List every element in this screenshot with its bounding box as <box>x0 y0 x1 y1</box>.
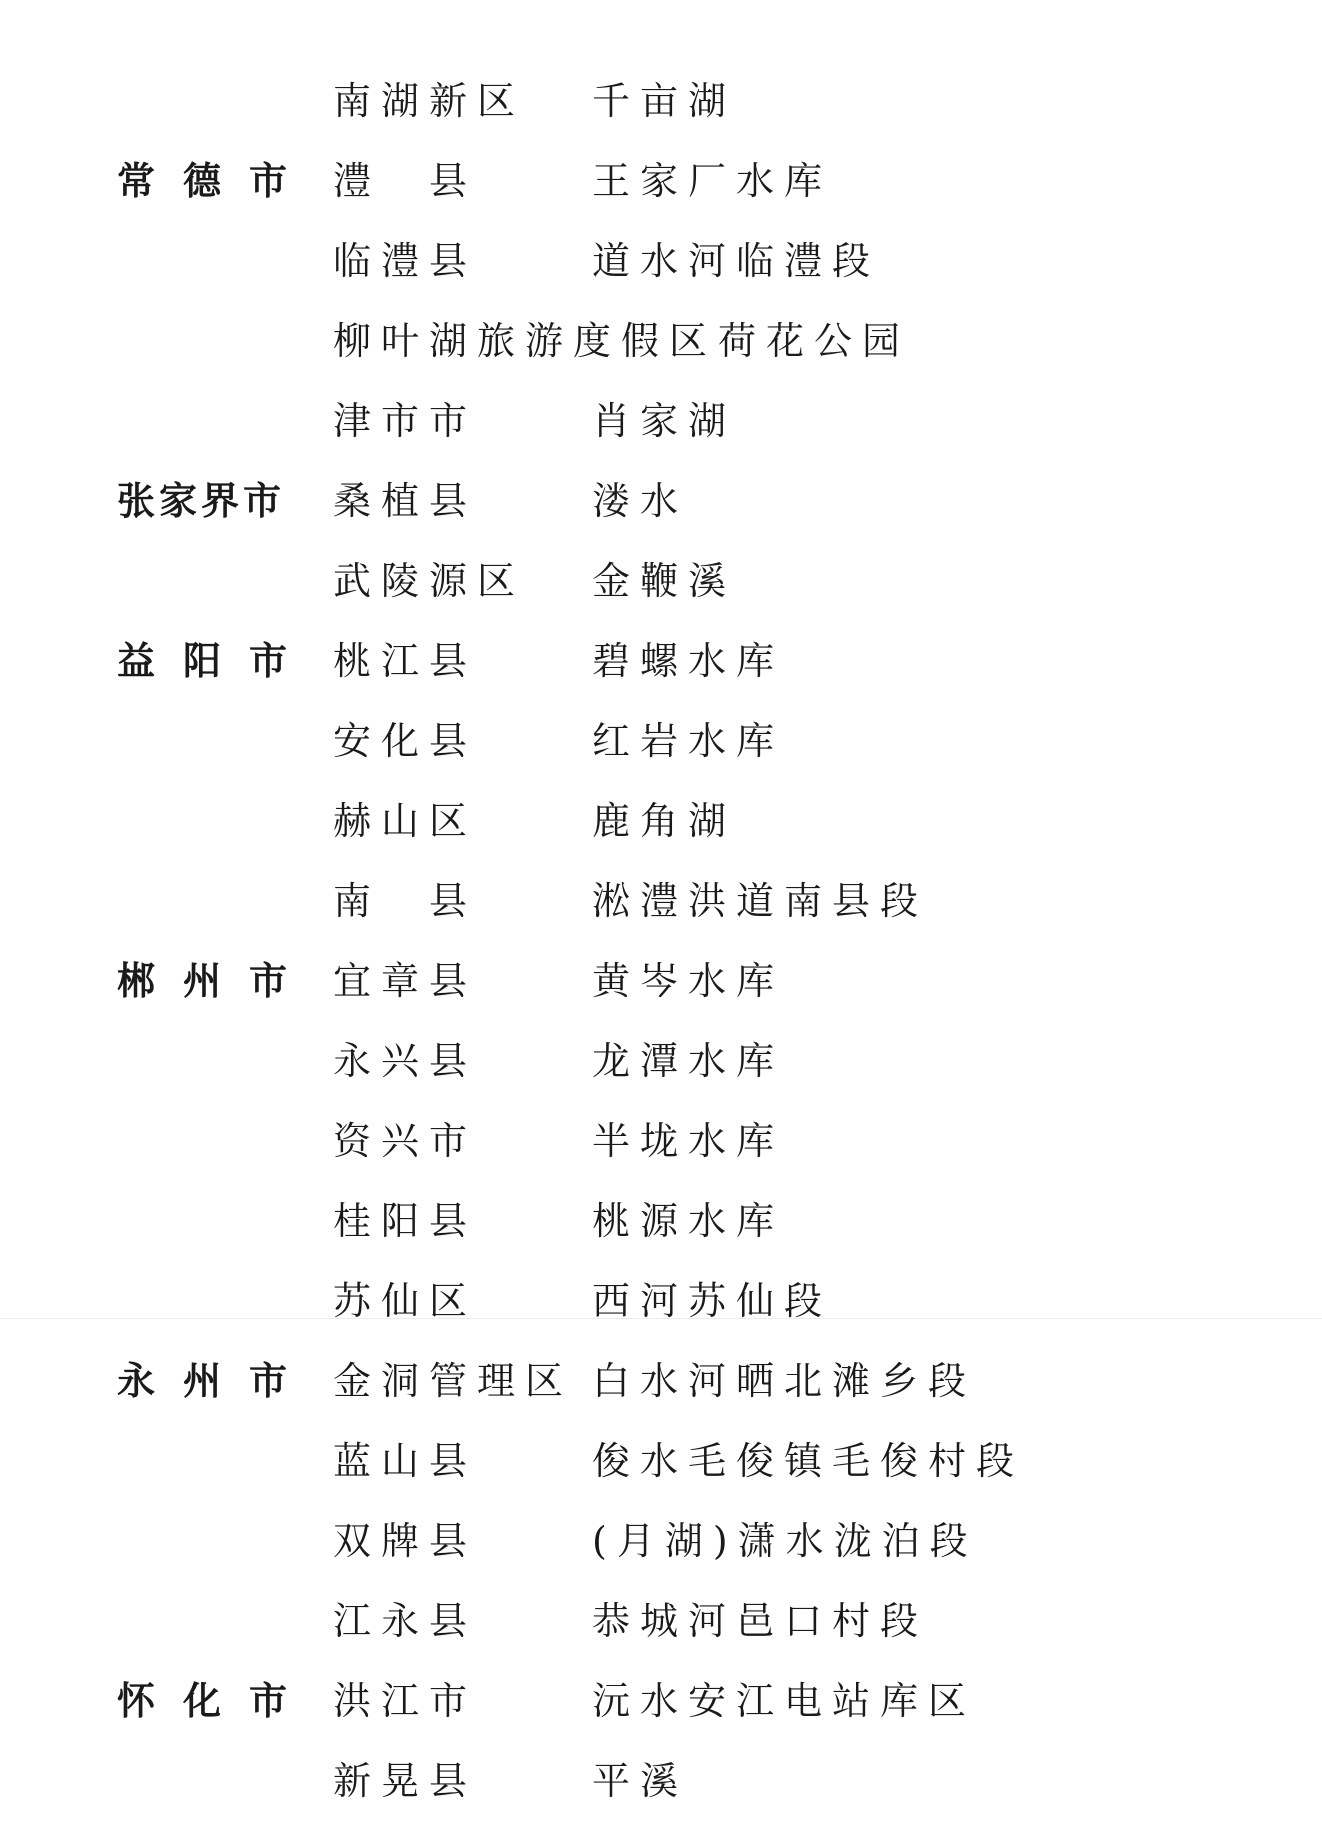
county-label: 江永县 <box>333 1599 478 1643</box>
site-label: 半垅水库 <box>592 1119 785 1163</box>
table-row <box>0 790 1322 850</box>
table-row <box>0 470 1322 530</box>
city-label: 常德市 <box>117 158 316 203</box>
city-label: 郴州市 <box>117 958 316 1003</box>
site-label: 千亩湖 <box>592 79 737 123</box>
table-row <box>0 1750 1322 1810</box>
table-row <box>0 150 1322 210</box>
city-label: 张家界市 <box>117 478 286 523</box>
county-label: 安化县 <box>333 719 478 763</box>
site-label: 鹿角湖 <box>592 799 737 843</box>
site-label: 平溪 <box>592 1759 689 1803</box>
county-label: 澧 县 <box>333 159 478 203</box>
site-label: 白水河晒北滩乡段 <box>592 1359 977 1403</box>
table-row <box>0 710 1322 770</box>
county-label: 永兴县 <box>333 1039 478 1083</box>
county-label: 宜章县 <box>333 959 478 1003</box>
table-row <box>0 1190 1322 1250</box>
site-label: 西河苏仙段 <box>592 1279 833 1323</box>
table-row <box>0 230 1322 290</box>
table-row <box>0 1270 1322 1330</box>
site-label: 恭城河邑口村段 <box>592 1599 929 1643</box>
table-row <box>0 950 1322 1010</box>
table-row <box>0 1670 1322 1730</box>
site-label: 龙潭水库 <box>592 1039 785 1083</box>
site-label: 碧螺水库 <box>592 639 785 683</box>
table-row <box>0 870 1322 930</box>
site-label: 溇水 <box>592 479 689 523</box>
table-row <box>0 1110 1322 1170</box>
county-label: 武陵源区 <box>333 559 526 603</box>
city-label: 益阳市 <box>117 638 316 683</box>
county-label: 桃江县 <box>333 639 478 683</box>
city-label: 永州市 <box>117 1358 316 1403</box>
table-row <box>0 1510 1322 1570</box>
county-label: 双牌县 <box>333 1519 478 1563</box>
county-label: 南湖新区 <box>333 79 526 123</box>
table-row <box>0 550 1322 610</box>
site-label: 沅水安江电站库区 <box>592 1679 977 1723</box>
site-label: 黄岑水库 <box>592 959 785 1003</box>
table-row <box>0 1350 1322 1410</box>
site-label: 金鞭溪 <box>592 559 737 603</box>
table-row <box>0 310 1322 370</box>
site-label: 王家厂水库 <box>592 159 833 203</box>
table-row <box>0 70 1322 130</box>
county-label: 南 县 <box>333 879 478 923</box>
table-row <box>0 1590 1322 1650</box>
site-label: 红岩水库 <box>592 719 785 763</box>
county-label: 新晃县 <box>333 1759 478 1803</box>
site-label: 道水河临澧段 <box>592 239 881 283</box>
site-label: 俊水毛俊镇毛俊村段 <box>592 1439 1025 1483</box>
county-label: 桂阳县 <box>333 1199 478 1243</box>
table-row <box>0 630 1322 690</box>
county-label: 洪江市 <box>333 1679 478 1723</box>
site-label: (月湖)潇水泷泊段 <box>592 1519 978 1563</box>
site-label: 荷花公园 <box>718 319 911 363</box>
site-label: 淞澧洪道南县段 <box>592 879 929 923</box>
county-label: 金洞管理区 <box>333 1359 574 1403</box>
table-row <box>0 1030 1322 1090</box>
county-label: 苏仙区 <box>333 1279 478 1323</box>
county-label: 津市市 <box>333 399 478 443</box>
city-label: 怀化市 <box>117 1678 316 1723</box>
county-label: 临澧县 <box>333 239 478 283</box>
county-label: 柳叶湖旅游度假区 <box>333 319 718 363</box>
county-label: 桑植县 <box>333 479 478 523</box>
county-label: 赫山区 <box>333 799 478 843</box>
county-label: 资兴市 <box>333 1119 478 1163</box>
table-row <box>0 390 1322 450</box>
site-label: 桃源水库 <box>592 1199 785 1243</box>
table-row <box>0 1430 1322 1490</box>
county-label: 蓝山县 <box>333 1439 478 1483</box>
site-label: 肖家湖 <box>592 399 737 443</box>
